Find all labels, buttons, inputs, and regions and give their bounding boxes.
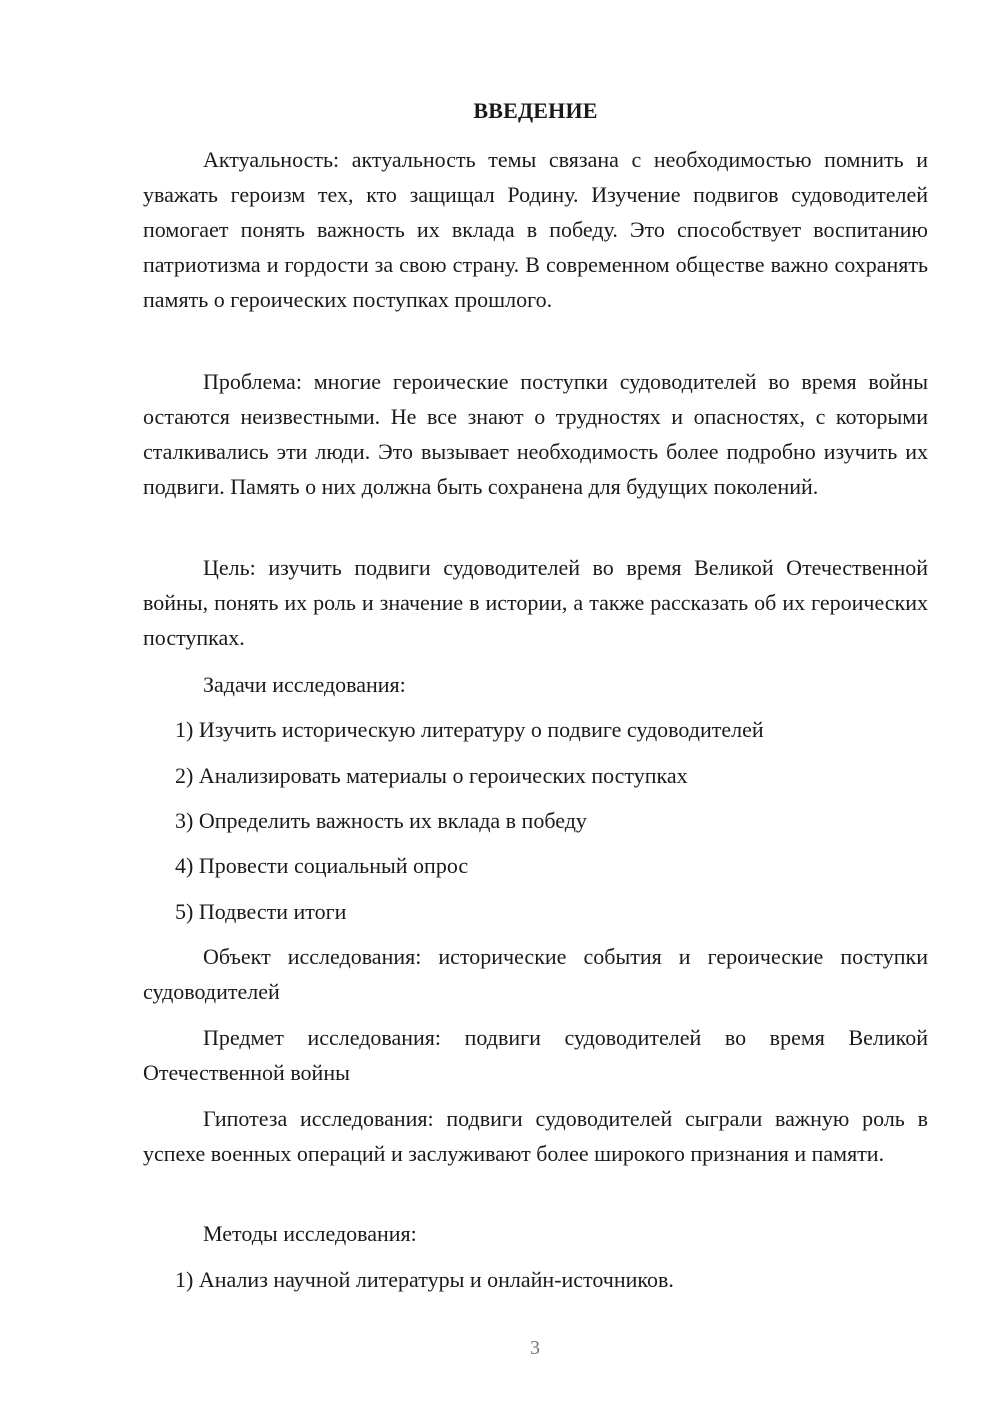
method-item-1: 1) Анализ научной литературы и онлайн-источников. [175, 1267, 674, 1292]
task-item-3: 3) Определить важность их вклада в победу [175, 808, 587, 833]
task-item-5: 5) Подвести итоги [175, 899, 347, 924]
tasks-heading: Задачи исследования: [203, 672, 406, 697]
task-item-1: 1) Изучить историческую литературу о подвиге судоводителей [175, 717, 764, 742]
paragraph-object: Объект исследования: исторические события и героические поступки судоводителей [143, 944, 928, 1004]
methods-heading: Методы исследования: [203, 1221, 417, 1246]
task-item-4: 4) Провести социальный опрос [175, 853, 469, 878]
paragraph-subject: Предмет исследования: подвиги судоводителей во время Великой Отечественной войны [143, 1025, 928, 1085]
page-number: 3 [530, 1337, 540, 1359]
paragraph-problem: Проблема: многие героические поступки судоводителей во время войны остаются неизвестными. Не все знают о трудностях и опасностях, с которыми сталкивались эти люди. Это вызывает необходимость более подробно изучить их подвиги. Память о них должна быть сохранена для будущих поколений. [143, 369, 928, 499]
paragraph-relevance: Актуальность: актуальность темы связана с необходимостью помнить и уважать героизм тех, кто защищал Родину. Изучение подвигов судоводителей помогает понять важность их вклада в победу. Это способствует воспитанию патриотизма и гордости за свою страну. В современном обществе важно сохранять память о героических поступках прошлого. [143, 147, 928, 312]
task-item-2: 2) Анализировать материалы о героических поступках [175, 763, 688, 788]
paragraph-goal: Цель: изучить подвиги судоводителей во время Великой Отечественной войны, понять их роль и значение в истории, а также рассказать об их героических поступках. [143, 555, 928, 650]
section-heading: ВВЕДЕНИЕ [473, 98, 598, 123]
paragraph-hypothesis: Гипотеза исследования: подвиги судоводителей сыграли важную роль в успехе военных операций и заслуживают более широкого признания и памяти. [143, 1106, 928, 1166]
